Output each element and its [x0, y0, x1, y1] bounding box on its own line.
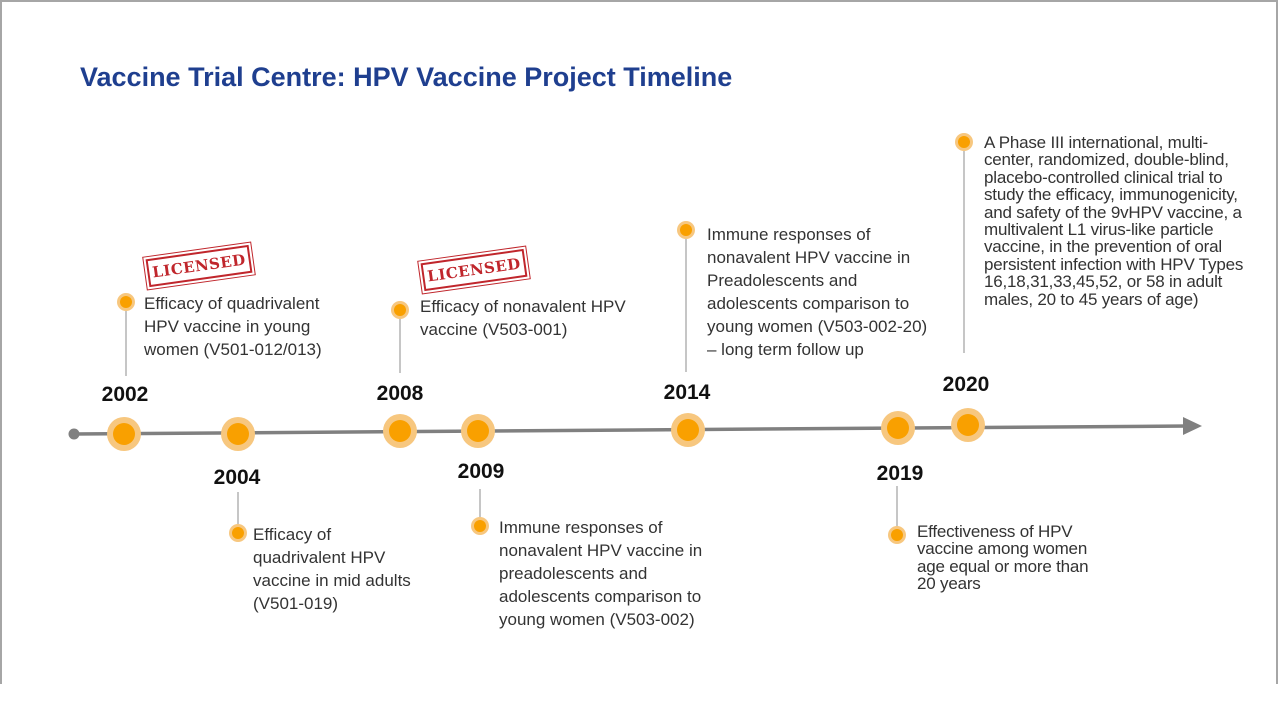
event-text-2008: Efficacy of nonavalent HPV vaccine (V503-001)	[420, 297, 626, 339]
event-text-2009: Immune responses of nonavalent HPV vaccine in preadolescents and adolescents comparison to young women (V503-002)	[499, 518, 703, 629]
event-bullet-2002	[120, 296, 132, 308]
event-bullet-2004	[232, 527, 244, 539]
timeline-marker-2004	[227, 423, 249, 445]
event-bullet-2020	[958, 136, 970, 148]
licensed-stamp-2002: LICENSED	[146, 245, 253, 287]
event-bullet-2014	[680, 224, 692, 236]
event-text-2002: Efficacy of quadrivalent HPV vaccine in young women (V501-012/013)	[144, 294, 322, 359]
year-label-2008: 2008	[376, 382, 424, 405]
timeline-start-dot	[69, 429, 80, 440]
licensed-stamp-2008: LICENSED	[421, 249, 528, 291]
timeline-marker-2014	[677, 419, 699, 441]
year-label-2004: 2004	[213, 466, 261, 489]
year-label-2014: 2014	[663, 381, 711, 404]
event-bullet-2008	[394, 304, 406, 316]
event-bullet-2019	[891, 529, 903, 541]
timeline-marker-2020	[957, 414, 979, 436]
event-text-2019: Effectiveness of HPV vaccine among women age equal or more than 20 years	[917, 522, 1089, 594]
year-label-2009: 2009	[457, 460, 505, 483]
year-label-2019: 2019	[876, 462, 924, 485]
timeline-arrowhead	[1183, 417, 1202, 435]
event-text-2004: Efficacy of quadrivalent HPV vaccine in mid adults (V501-019)	[253, 525, 411, 613]
timeline-marker-2002	[113, 423, 135, 445]
timeline-marker-2008	[389, 420, 411, 442]
event-text-2020: A Phase III international, multi-center, randomized, double-blind, placebo-controlled clinical trial to study the efficacy, immunogenicity, and safety of the 9vHPV vaccine, a multivalent L1 virus-like particle vaccine, in the prevention of oral persistent infection with HPV Types 16,18,31,33,45,52, or 58 in adult males, 20 to 45 years of age)	[984, 133, 1244, 309]
timeline-marker-2019	[887, 417, 909, 439]
event-text-2014: Immune responses of nonavalent HPV vaccine in Preadolescents and adolescents comparison to young women (V503-002-20) – long term follow up	[707, 225, 928, 359]
year-label-2020: 2020	[942, 373, 990, 396]
page-title: Vaccine Trial Centre: HPV Vaccine Project Timeline	[80, 62, 733, 92]
year-label-2002: 2002	[101, 383, 149, 406]
event-bullet-2009	[474, 520, 486, 532]
timeline-marker-2009	[467, 420, 489, 442]
